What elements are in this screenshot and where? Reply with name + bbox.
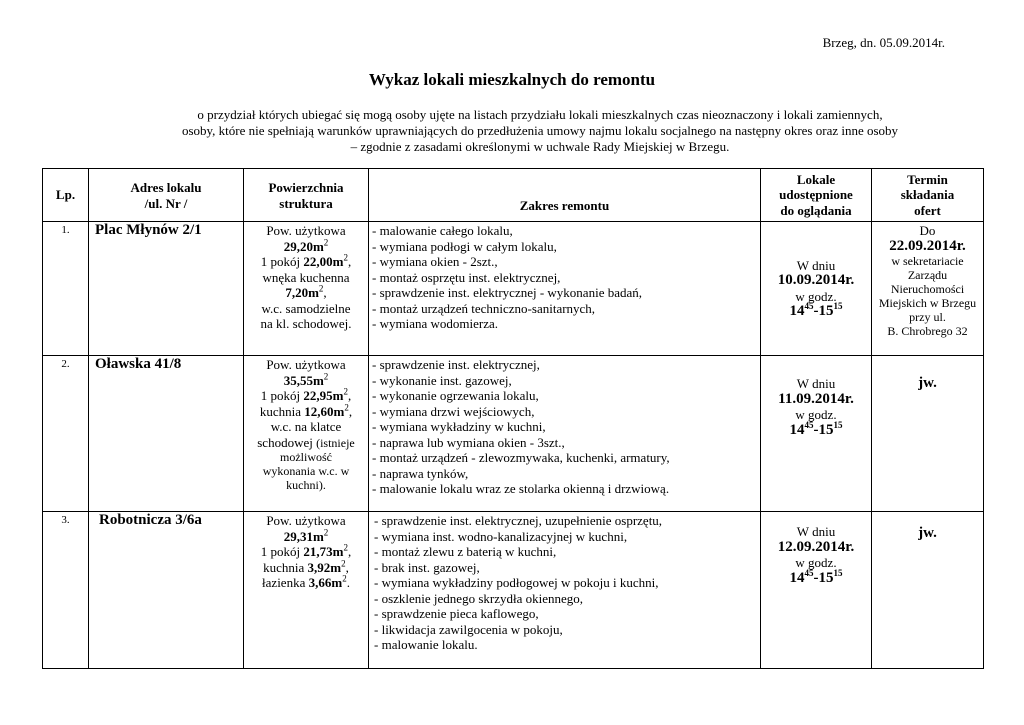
term-line: B. Chrobrego 32 (887, 324, 968, 338)
row-term: jw. (872, 512, 984, 669)
area-line: $29,31m^2$ (283, 527, 329, 544)
scope-item: - brak inst. gazowej, (374, 559, 480, 575)
intro-paragraph (100, 107, 980, 155)
term-line: Nieruchomości (890, 282, 965, 296)
scope-item: - sprawdzenie inst. elektrycznej, (372, 357, 540, 372)
scope-item: - wykonanie ogrzewania lokalu, (372, 388, 539, 403)
row-scope (369, 222, 761, 356)
intro-line: – zgodnie z zasadami określonymi w uchwale Rady Miejskiej w Brzegu. (350, 139, 730, 154)
header-view-line: udostępnione (779, 187, 853, 203)
viewing-hours-label: w godz. (795, 288, 837, 304)
viewing-hours-label: w godz. (795, 407, 837, 422)
scope-item: - malowanie lokalu. (374, 637, 478, 652)
scope-item: - wymiana wykładziny w kuchni, (372, 419, 546, 434)
scope-item: - malowanie całego lokalu, (372, 223, 513, 238)
area-line: 1 pokój $21,73m^2$, (260, 542, 352, 559)
term-line: Zarządu (907, 268, 948, 282)
scope-item: - likwidacja zawilgocenia w pokoju, (374, 621, 563, 637)
term-line: przy ul. (909, 310, 946, 324)
row-lp: 3. (43, 512, 89, 669)
row-scope (369, 512, 761, 669)
header-term-line: Termin (907, 171, 948, 187)
row-term: jw. (872, 356, 984, 512)
viewing-hours: $14^{45}-15^{15}$ (789, 419, 843, 438)
viewing-hours: $14^{45}-15^{15}$ (789, 567, 843, 586)
header-term-line: ofert (914, 202, 941, 218)
intro-line: o przydział których ubiegać się mogą osoby ujęte na listach przydziału lokali mieszkalnych czas nieoznaczony i lokali zamiennych, (197, 107, 883, 122)
area-line: $29,20m^2$ (283, 237, 329, 254)
scope-item: - wymiana wykładziny podłogowej w pokoju i kuchni, (374, 575, 659, 590)
scope-item: - oszklenie jednego skrzydła okiennego, (374, 590, 584, 606)
row-lp: 2. (43, 356, 89, 512)
row-viewing (761, 356, 872, 512)
row-address: Robotnicza 3/6a (89, 512, 244, 669)
header-view-line: do oglądania (780, 202, 852, 218)
viewing-day-label: W dniu (796, 376, 836, 391)
viewing-hours-label: w godz. (795, 555, 837, 570)
viewing-day-label: W dniu (796, 257, 836, 273)
area-line: na kl. schodowej. (260, 316, 352, 331)
row-scope (369, 356, 761, 512)
header-lp: Lp. (43, 169, 89, 222)
area-line: w.c. na klatce (270, 419, 342, 434)
intro-line: osoby, które nie spełniają warunków uprawniających do przedłużenia umowy najmu lokalu socjalnego na następny okres oraz inne osoby (181, 123, 899, 138)
table-row (43, 222, 984, 356)
header-scope: Zakres remontu (369, 169, 761, 222)
area-line: $7,20m^2$, (285, 283, 327, 300)
header-area-line: Powierzchnia (268, 180, 344, 195)
document-date: Brzeg, dn. 05.09.2014r. (822, 35, 945, 50)
area-line: kuchni). (286, 478, 326, 492)
area-line: wykonania w.c. w (262, 464, 350, 478)
scope-item: - naprawa lub wymiana okien - 3szt., (372, 434, 565, 450)
area-line: kuchnia $3,92m^2$, (263, 558, 349, 575)
scope-item: - sprawdzenie inst. elektrycznej - wykonanie badań, (372, 285, 643, 300)
header-term (872, 169, 984, 222)
scope-item: - wymiana drzwi wejściowych, (372, 403, 535, 419)
scope-item: - wykonanie inst. gazowej, (372, 372, 512, 388)
scope-item: - wymiana okien - 2szt., (372, 254, 498, 269)
row-area (244, 222, 369, 356)
scope-item: - sprawdzenie pieca kaflowego, (374, 606, 539, 621)
header-address-line: Adres lokalu (130, 180, 202, 195)
scope-item: - malowanie lokalu wraz ze stolarka okienną i drzwiową. (372, 481, 670, 496)
scope-item: - montaż urządzeń - zlewozmywaka, kuchenki, armatury, (372, 450, 670, 465)
area-line: 1 pokój $22,95m^2$, (260, 386, 352, 403)
apartments-table (42, 168, 984, 669)
scope-item: - wymiana wodomierza. (372, 316, 498, 331)
area-line: Pow. użytkowa (266, 513, 346, 528)
header-view-line: Lokale (796, 171, 836, 187)
row-address: Oławska 41/8 (89, 356, 244, 512)
area-line: $35,55m^2$ (283, 371, 329, 388)
scope-item: - montaż zlewu z baterią w kuchni, (374, 544, 557, 559)
term-line: w sekretariacie (891, 254, 964, 268)
term-line: Miejskich w Brzegu (878, 296, 977, 310)
row-viewing (761, 222, 872, 356)
header-view (761, 169, 872, 222)
viewing-date: 10.09.2014r. (777, 272, 855, 288)
row-term (872, 222, 984, 356)
header-address (89, 169, 244, 222)
scope-item: - naprawa tynków, (372, 465, 469, 481)
scope-item: - wymiana inst. wodno-kanalizacyjnej w kuchni, (374, 528, 628, 544)
scope-item: - montaż osprzętu inst. elektrycznej, (372, 269, 561, 285)
area-line: schodowej (istnieje (257, 434, 355, 450)
area-line: Pow. użytkowa (266, 223, 346, 238)
term-line: Do (919, 223, 936, 238)
scope-item: - wymiana podłogi w całym lokalu, (372, 238, 557, 254)
area-line: kuchnia $12,60m^2$, (259, 402, 353, 419)
area-line: w.c. samodzielne (261, 300, 351, 316)
area-line: Pow. użytkowa (266, 357, 346, 372)
header-address-line: /ul. Nr / (144, 195, 188, 211)
term-date: 22.09.2014r. (889, 237, 966, 254)
header-area-line: struktura (279, 195, 333, 211)
viewing-day-label: W dniu (796, 524, 836, 539)
scope-item: - sprawdzenie inst. elektrycznej, uzupełnienie osprzętu, (374, 513, 663, 528)
row-address: Plac Młynów 2/1 (89, 222, 244, 356)
row-lp: 1. (43, 222, 89, 356)
header-area (244, 169, 369, 222)
area-line: możliwość (280, 450, 332, 464)
area-line: wnęka kuchenna (262, 269, 350, 285)
header-term-line: składania (900, 187, 955, 203)
viewing-date: 11.09.2014r. (778, 390, 854, 407)
document-title: Wykaz lokali mieszkalnych do remontu (368, 70, 656, 89)
row-area (244, 512, 369, 669)
table-row (43, 512, 984, 669)
table-row (43, 356, 984, 512)
area-line: 1 pokój $22,00m^2$, (260, 252, 352, 269)
scope-item: - montaż urządzeń techniczno-sanitarnych, (372, 300, 596, 316)
viewing-date: 12.09.2014r. (777, 538, 855, 555)
row-viewing (761, 512, 872, 669)
area-line: łazienka $3,66m^2$. (262, 573, 350, 590)
row-area (244, 356, 369, 512)
table-header-row (43, 169, 984, 222)
viewing-hours: $14^{45}-15^{15}$ (789, 301, 843, 319)
